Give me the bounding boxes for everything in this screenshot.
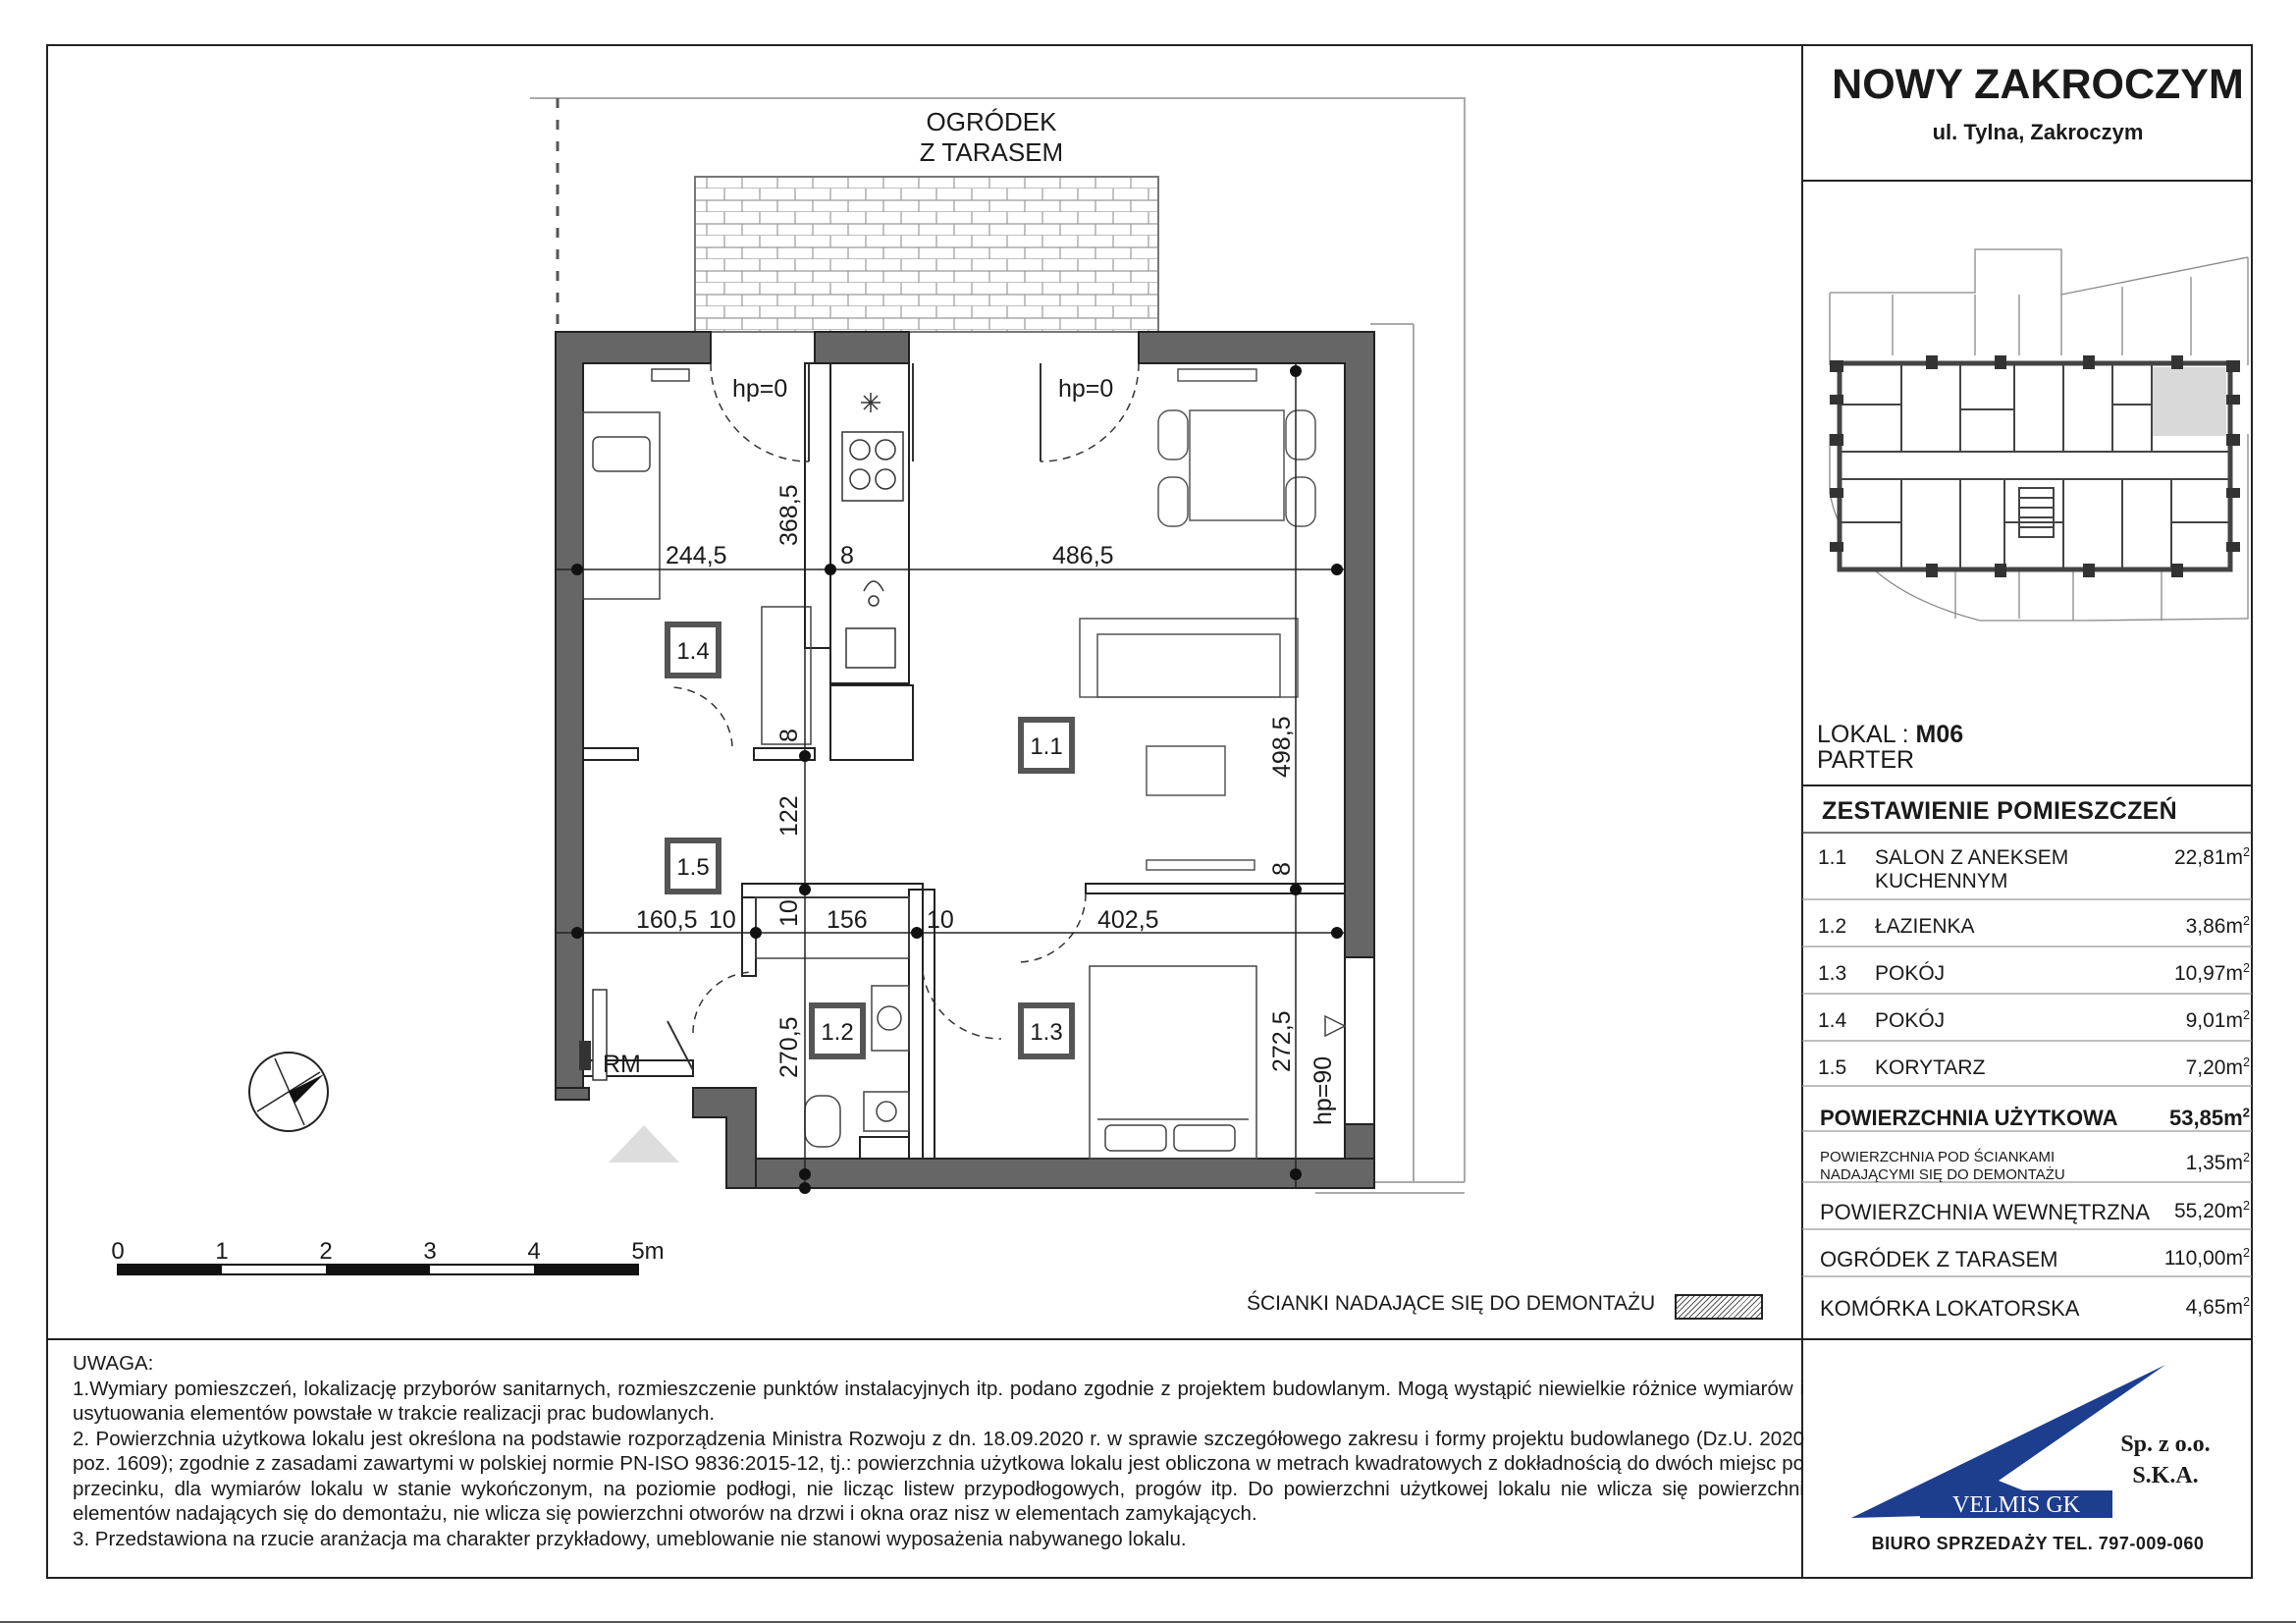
- room-row: [1804, 840, 2250, 893]
- room-area: [2186, 1009, 2250, 1033]
- dining-table: [1158, 369, 1315, 526]
- room-number: 1.1: [1818, 846, 1847, 869]
- room-row: [1804, 1003, 2250, 1049]
- key-plan: [1828, 247, 2250, 630]
- demolition-legend-swatch: [1675, 1294, 1763, 1320]
- internal-area-value: [2174, 1200, 2250, 1223]
- sofa: [1080, 619, 1298, 870]
- usable-area-label: POWIERZCHNIA UŻYTKOWA: [1820, 1106, 2118, 1130]
- project-title: NOWY ZAKROCZYM: [1832, 61, 2244, 108]
- hp-label-right: hp=0: [1058, 375, 1114, 403]
- dim-122: 122: [775, 795, 803, 837]
- dim-8-c: 8: [1268, 862, 1296, 876]
- note-item: 3. Przedstawiona na rzucie aranżacja ma charakter przykładowy, umeblowanie nie stanowi wyposażenia nabywanego lokalu.: [73, 1527, 1187, 1550]
- storage-area-label: KOMÓRKA LOKATORSKA: [1820, 1296, 2080, 1321]
- room-area: [2186, 1056, 2250, 1080]
- dim-8-a: 8: [840, 542, 854, 569]
- scale-tick-2: 2: [319, 1238, 333, 1265]
- room-name: KORYTARZ: [1875, 1056, 1986, 1079]
- room-area-unit: 2: [2242, 961, 2250, 975]
- room-row: [1804, 1051, 2250, 1096]
- room-area-unit: 2: [2242, 1008, 2250, 1022]
- company-logo: [1842, 1365, 2244, 1522]
- room-name: ŁAZIENKA: [1875, 915, 1975, 938]
- entrance-arrow-icon: [609, 1125, 679, 1163]
- room-number: 1.4: [1818, 1009, 1847, 1032]
- room-area: [2174, 962, 2250, 986]
- room-name: SALON Z ANEKSEM KUCHENNYM: [1875, 846, 2069, 893]
- demolition-legend-label: ŚCIANKI NADAJĄCE SIĘ DO DEMONTAŻU: [1247, 1292, 1656, 1315]
- note-item: 1.Wymiary pomieszczeń, lokalizację przyborów sanitarnych, rozmieszczenie punktów instalacyjnych itp. podano zgodnie z projektem budowlanym. Mogą wystąpić niewielkie różnice wymiarów i usytuowania elementów powstałe w trakcie realizacji prac budowlanych.: [73, 1377, 1804, 1425]
- rm-label: RM: [603, 1051, 641, 1078]
- dim-486-5: 486,5: [1052, 542, 1114, 569]
- demolition-area-label: POWIERZCHNIA POD ŚCIANKAMI NADAJĄCYMI SIĘ DO DEMONTAŻU: [1820, 1149, 2065, 1183]
- storage-area-value: [2186, 1296, 2250, 1320]
- demolition-area-unit: 2: [2242, 1151, 2250, 1164]
- rm-meter: [579, 1041, 591, 1070]
- internal-area-label: POWIERZCHNIA WEWNĘTRZNA: [1820, 1200, 2151, 1224]
- kitchen-counter: [830, 363, 909, 683]
- dim-156: 156: [827, 906, 868, 934]
- note-item: 2. Powierzchnia użytkowa lokalu jest określona na podstawie rozporządzenia Ministra Rozwoju z dn. 18.09.2020 r. w sprawie szczegółowego zakresu i formy projektu budowlanego (Dz.U. 2020 poz. 1609); zgodnie z zasadami zawartymi w polskiej normie PN-ISO 9836:2015-12, tj.: powierzchnia użytkowa lokalu jest obliczona w metrach kwadratowych z dokładnością do dwóch miejsc po przecinku, dla wymiarów lokalu w stanie wykończonym, na poziomie podłogi, nie licząc listew przypodłogowych, progów itp. Do powierzchni użytkowej lokalu nie wlicza się powierzchni elementów nadających się do demontażu, nie wlicza się powierzchni otworów na drzwi i okna oraz nisz w elementach zamykających.: [73, 1427, 1804, 1525]
- compass-icon: [249, 1053, 328, 1131]
- room-area-value: 9,01m: [2185, 1009, 2243, 1032]
- garden-label-line1: OGRÓDEK: [926, 107, 1057, 136]
- company-suffix-2: S.K.A.: [2132, 1463, 2199, 1488]
- hp-label-window: hp=90: [1309, 1055, 1337, 1125]
- room-row: [1804, 956, 2250, 1001]
- terrace: [695, 177, 1158, 332]
- internal-area-number: 55,20m: [2173, 1200, 2243, 1222]
- dim-270-5: 270,5: [775, 1016, 803, 1078]
- dim-402-5: 402,5: [1097, 906, 1159, 934]
- scale-tick-4: 4: [527, 1238, 541, 1265]
- company-suffix-1: Sp. z o.o.: [2120, 1432, 2211, 1457]
- garden-label-line2: Z TARASEM: [919, 137, 1064, 167]
- room-number: 1.3: [1818, 962, 1847, 985]
- scale-tick-1: 1: [215, 1238, 229, 1265]
- room-area: [2186, 915, 2250, 939]
- storage-area-number: 4,65m: [2185, 1296, 2243, 1319]
- dim-10-b: 10: [775, 899, 803, 927]
- room-table-title: ZESTAWIENIE POMIESZCZEŃ: [1822, 797, 2178, 825]
- scale-tick-3: 3: [423, 1238, 437, 1265]
- room-tag-1-4: 1.4: [676, 638, 710, 665]
- garden-area-number: 110,00m: [2163, 1247, 2243, 1270]
- storage-area-unit: 2: [2242, 1295, 2250, 1309]
- room-area-value: 3,86m: [2185, 915, 2243, 938]
- unit-floor: PARTER: [1817, 746, 1915, 774]
- room-area: [2174, 846, 2250, 870]
- internal-area-unit: 2: [2242, 1199, 2250, 1213]
- hp-label-left: hp=0: [732, 375, 788, 403]
- room-name: POKÓJ: [1875, 962, 1946, 985]
- sales-phone: BIURO SPRZEDAŻY TEL. 797-009-060: [1871, 1534, 2205, 1553]
- room-tag-1-2: 1.2: [821, 1019, 854, 1046]
- unit-label-prefix: LOKAL :: [1817, 721, 1909, 748]
- usable-area-value: [2169, 1106, 2250, 1131]
- garden-area-unit: 2: [2242, 1246, 2250, 1260]
- garden-area-value: [2164, 1247, 2250, 1271]
- room-row: [1804, 909, 2250, 954]
- usable-area-number: 53,85m: [2169, 1106, 2243, 1130]
- window-right: [1345, 957, 1374, 1124]
- notes-heading: UWAGA:: [73, 1352, 154, 1375]
- dim-272-5: 272,5: [1268, 1010, 1296, 1072]
- scale-tick-0: 0: [111, 1238, 125, 1265]
- dim-498-5: 498,5: [1268, 716, 1296, 778]
- double-bed: [1090, 966, 1345, 1159]
- dim-368-5: 368,5: [775, 484, 803, 546]
- dim-10-a: 10: [709, 906, 736, 934]
- room-area-value: 22,81m: [2173, 846, 2243, 869]
- room-area-unit: 2: [2242, 845, 2250, 859]
- room-area-value: 10,97m: [2173, 962, 2243, 985]
- demolition-area-value: [2185, 1151, 2250, 1174]
- demolition-area-number: 1,35m: [2185, 1152, 2243, 1174]
- scale-bar: [118, 1265, 638, 1274]
- unit-label: [1817, 721, 1963, 749]
- company-name: VELMIS GK: [1952, 1492, 2080, 1518]
- scale-tick-5: 5m: [631, 1238, 665, 1265]
- room-tag-1-1: 1.1: [1030, 733, 1063, 760]
- dim-10-c: 10: [927, 906, 954, 934]
- garden-area-label: OGRÓDEK Z TARASEM: [1820, 1247, 2058, 1271]
- room-tag-1-3: 1.3: [1030, 1019, 1063, 1046]
- dim-160-5: 160,5: [636, 906, 698, 934]
- room-number: 1.2: [1818, 915, 1847, 938]
- usable-area-unit: 2: [2242, 1105, 2250, 1120]
- room-number: 1.5: [1818, 1056, 1847, 1079]
- room-name: POKÓJ: [1875, 1009, 1946, 1032]
- interior-walls: [583, 363, 1345, 1159]
- room-area-value: 7,20m: [2185, 1056, 2243, 1079]
- notes-section: [73, 1351, 1804, 1551]
- room-area-unit: 2: [2242, 914, 2250, 928]
- project-address: ul. Tylna, Zakroczym: [1932, 120, 2144, 144]
- unit-code: M06: [1915, 721, 1964, 748]
- room-area-unit: 2: [2242, 1055, 2250, 1069]
- dim-244-5: 244,5: [666, 542, 727, 569]
- dim-8-b: 8: [775, 729, 803, 742]
- room-tag-1-5: 1.5: [676, 854, 710, 881]
